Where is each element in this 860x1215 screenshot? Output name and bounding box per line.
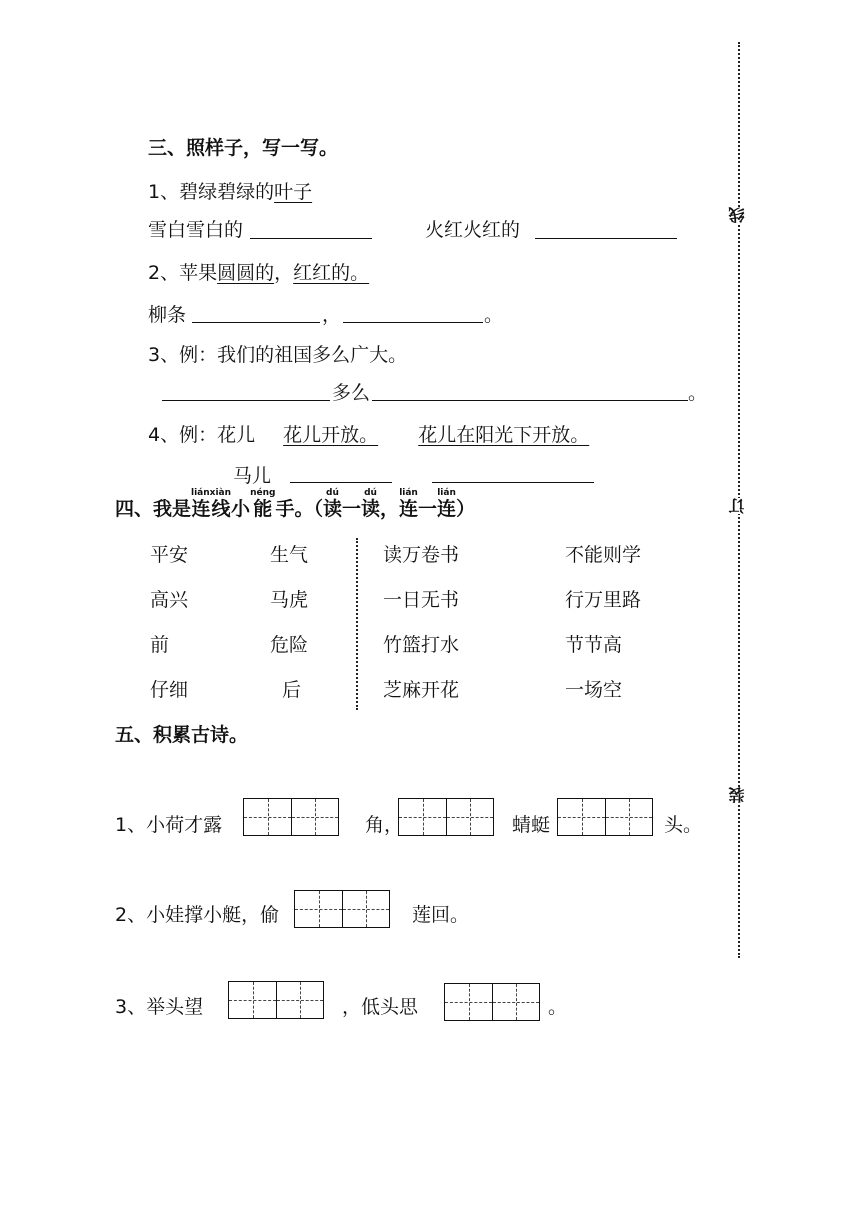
q2-item-comma: ， — [322, 304, 342, 326]
poem2-grid[interactable] — [294, 890, 390, 928]
s4-ruby-lianxian-pinyin: liánxiàn — [191, 488, 232, 498]
q1-item-b-blank[interactable] — [535, 238, 677, 239]
match-left1-item[interactable]: 高兴 — [150, 589, 189, 611]
match-left2-item[interactable]: 危险 — [270, 634, 309, 656]
q3-blank-1[interactable] — [162, 400, 330, 401]
s4-ruby-du2-pinyin: dú — [360, 488, 380, 498]
match-right2-item[interactable]: 一场空 — [565, 679, 623, 701]
match-right1-item[interactable]: 一日无书 — [383, 589, 460, 611]
q3-blank-2[interactable] — [372, 400, 688, 401]
q4-example-u1: 花儿开放。 — [283, 424, 379, 446]
q4-item-label: 马儿 — [233, 465, 272, 487]
match-left2-item[interactable]: 生气 — [270, 544, 309, 566]
poem2-prefix: 2、小娃撑小艇，偷 — [115, 904, 280, 926]
q3-period: 。 — [688, 382, 708, 404]
poem1-prefix: 1、小荷才露 — [115, 814, 223, 836]
q1-item-a-blank[interactable] — [250, 238, 372, 239]
poem3-grid-2[interactable] — [444, 983, 540, 1021]
poem1-mid2: 蜻蜓 — [512, 814, 551, 836]
q4-example — [148, 423, 589, 447]
s4-ruby-lianxian — [191, 488, 231, 521]
margin-char-xian: 线 — [728, 207, 747, 223]
q2-example-u1: 圆圆的 — [217, 262, 275, 284]
poem2-end: 莲回。 — [412, 904, 470, 926]
s4-ruby-lian2-chars: 连 — [437, 498, 457, 520]
s4-ruby-du1-chars: 读 — [322, 498, 342, 520]
section5-title: 五、积累古诗。 — [115, 724, 249, 746]
s4-title-mid5: 一 — [418, 498, 438, 520]
q1-item-a-label: 雪白雪白的 — [148, 219, 244, 241]
s4-ruby-lian1 — [399, 488, 418, 521]
q1-item-b-label: 火红火红的 — [425, 219, 521, 241]
s4-ruby-du1 — [323, 488, 342, 521]
poem1-grid-1[interactable] — [243, 798, 339, 836]
q2-example — [148, 261, 369, 285]
q2-example-u2: 红红的。 — [293, 262, 370, 284]
s4-title-mid2: 手。（ — [275, 498, 323, 520]
s4-ruby-du2-chars: 读 — [360, 498, 380, 520]
match-left1-item[interactable]: 仔细 — [150, 679, 189, 701]
match-left1-item[interactable]: 平安 — [150, 544, 189, 566]
s4-ruby-lian2-pinyin: lián — [437, 488, 457, 498]
q3-middle: 多么 — [332, 382, 371, 404]
s4-title-mid4: ， — [380, 498, 400, 520]
poem1-mid1: 角， — [365, 814, 404, 836]
match-right1-item[interactable]: 读万卷书 — [383, 544, 460, 566]
match-left2-item[interactable]: 马虎 — [270, 589, 309, 611]
q4-item-blank-2[interactable] — [432, 482, 594, 483]
s4-ruby-lianxian-chars: 连线 — [191, 498, 232, 520]
q4-example-prefix: 4、例：花儿 — [148, 424, 256, 446]
s4-ruby-neng — [250, 488, 275, 521]
s4-title-prefix: 四、我是 — [115, 498, 192, 520]
s4-title-mid3: 一 — [341, 498, 361, 520]
q2-item-blank-1[interactable] — [192, 322, 320, 323]
match-left2-item[interactable]: 后 — [282, 679, 302, 701]
q4-item-blank-1[interactable] — [290, 482, 392, 483]
s4-title-end: ） — [456, 498, 476, 520]
s4-ruby-neng-chars: 能 — [250, 498, 276, 520]
q1-example — [148, 180, 312, 204]
s4-ruby-lian2 — [437, 488, 456, 521]
q2-example-sep: ， — [274, 262, 294, 284]
poem3-end: 。 — [548, 996, 568, 1018]
match-right1-item[interactable]: 芝麻开花 — [383, 679, 460, 701]
margin-char-ding: 订 — [728, 498, 747, 514]
poem1-grid-3[interactable] — [557, 798, 653, 836]
q3-example: 3、例：我们的祖国多么广大。 — [148, 344, 408, 366]
s4-ruby-du2 — [361, 488, 380, 521]
q4-example-u2: 花儿在阳光下开放。 — [418, 424, 590, 446]
column-divider — [356, 538, 358, 710]
s4-ruby-lian1-pinyin: lián — [399, 488, 419, 498]
match-right2-item[interactable]: 不能则学 — [565, 544, 642, 566]
q2-item-blank-2[interactable] — [343, 322, 483, 323]
poem1-end: 头。 — [664, 814, 703, 836]
s4-ruby-du1-pinyin: dú — [322, 488, 342, 498]
poem1-grid-2[interactable] — [398, 798, 494, 836]
q1-example-underlined: 叶子 — [274, 181, 313, 203]
section4-title — [115, 488, 475, 521]
match-right2-item[interactable]: 行万里路 — [565, 589, 642, 611]
q2-item-period: 。 — [484, 304, 504, 326]
poem3-prefix: 3、举头望 — [115, 996, 204, 1018]
match-right1-item[interactable]: 竹篮打水 — [383, 634, 460, 656]
q2-item-label: 柳条 — [148, 304, 187, 326]
poem3-mid: ，低头思 — [342, 996, 419, 1018]
margin-char-zhuang: 装 — [728, 787, 747, 803]
s4-title-mid1: 小 — [231, 498, 251, 520]
s4-ruby-lian1-chars: 连 — [399, 498, 419, 520]
s4-ruby-neng-pinyin: néng — [250, 488, 276, 498]
match-left1-item[interactable]: 前 — [150, 634, 170, 656]
section3-title: 三、照样子，写一写。 — [148, 137, 339, 159]
q2-example-prefix: 2、苹果 — [148, 262, 218, 284]
match-right2-item[interactable]: 节节高 — [565, 634, 623, 656]
q1-example-prefix: 1、碧绿碧绿的 — [148, 181, 275, 203]
poem3-grid-1[interactable] — [228, 981, 324, 1019]
